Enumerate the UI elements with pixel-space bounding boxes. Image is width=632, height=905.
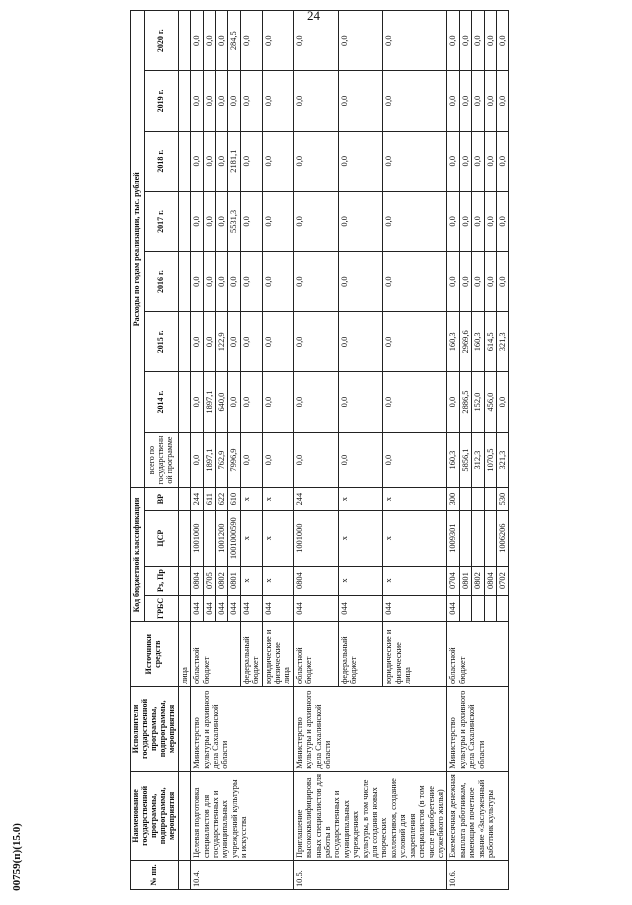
table-cell: 0,0 — [240, 252, 262, 312]
table-cell: 0,0 — [447, 191, 459, 251]
table-cell: 1001200 — [215, 510, 227, 566]
carry-source: лица — [178, 622, 190, 687]
table-cell: 0,0 — [496, 252, 508, 312]
table-cell: 0,0 — [262, 71, 293, 131]
table-row — [191, 11, 203, 890]
table-cell: 0,0 — [293, 11, 338, 71]
table-cell: 0,0 — [383, 252, 447, 312]
table-cell: 0,0 — [191, 131, 203, 191]
table-cell: 0,0 — [240, 312, 262, 372]
table-cell: 2181,1 — [228, 131, 240, 191]
table-cell: Приглашение высококвалифицированных специалистов для работы в государственных и муниципальных учреждениях культуры, в том числе для создания новых творческих коллективов, создание условий для закрепления специалистов (в том числе приобретение служебного жилья) — [293, 771, 447, 860]
table-cell: 044 — [240, 595, 262, 622]
table-cell: 0804 — [484, 566, 496, 595]
table-cell: 0,0 — [472, 131, 484, 191]
table-cell: 312,3 — [472, 432, 484, 488]
table-cell: Министерство культуры и архивного дела Сахалинской области — [447, 687, 509, 772]
table-cell: 0,0 — [262, 11, 293, 71]
table-cell: 0,0 — [215, 252, 227, 312]
col-2014: 2014 г. — [144, 372, 178, 432]
col-2016: 2016 г. — [144, 252, 178, 312]
col-2017: 2017 г. — [144, 191, 178, 251]
table-cell: 640,0 — [215, 372, 227, 432]
col-grbs: ГРБС — [144, 595, 178, 622]
table-cell: 0,0 — [496, 71, 508, 131]
table-cell: 614,5 — [484, 312, 496, 372]
table-cell: 10.4. — [191, 861, 294, 890]
table-cell: 122,9 — [215, 312, 227, 372]
table-cell: 044 — [447, 595, 459, 622]
table-cell: x — [338, 510, 383, 566]
table-cell: 0,0 — [203, 71, 215, 131]
table-cell: 321,3 — [496, 432, 508, 488]
item-10-6 — [447, 11, 509, 890]
table-cell: 610 — [228, 488, 240, 510]
col-2020: 2020 г. — [144, 11, 178, 71]
table-cell: 5856,1 — [459, 432, 471, 488]
table-cell: 044 — [191, 595, 203, 622]
table-cell: Целевая подготовка специалистов для государственных и муниципальных учреждений культуры и искусства — [191, 771, 294, 860]
table-cell: 2969,6 — [459, 312, 471, 372]
col-2019: 2019 г. — [144, 71, 178, 131]
table-cell: 0,0 — [240, 131, 262, 191]
table-cell: x — [240, 510, 262, 566]
table-cell: 2886,5 — [459, 372, 471, 432]
table-cell: 1897,1 — [203, 372, 215, 432]
table-cell: 0802 — [472, 566, 484, 595]
table-cell — [203, 510, 215, 566]
table-cell: 5531,3 — [228, 191, 240, 251]
table-cell: 1001000 — [191, 510, 203, 566]
table-cell: 0,0 — [447, 11, 459, 71]
table-cell: 0,0 — [472, 71, 484, 131]
table-cell: x — [262, 510, 293, 566]
table-cell — [472, 510, 484, 566]
table-cell: 0,0 — [459, 191, 471, 251]
table-cell — [484, 488, 496, 510]
table-cell: 0,0 — [383, 372, 447, 432]
table-cell — [459, 510, 471, 566]
table-cell: 0,0 — [484, 11, 496, 71]
table-row — [293, 11, 338, 890]
table-cell: 0,0 — [262, 191, 293, 251]
carry-over-row — [178, 11, 190, 890]
table-cell: 044 — [215, 595, 227, 622]
table-cell: 0,0 — [496, 131, 508, 191]
table-cell: 0,0 — [383, 11, 447, 71]
table-cell: 160,3 — [447, 432, 459, 488]
table-row — [447, 11, 459, 890]
col-csr: ЦСР — [144, 510, 178, 566]
table-cell: 0,0 — [293, 432, 338, 488]
table-cell: 0,0 — [338, 11, 383, 71]
table-cell: 7996,9 — [228, 432, 240, 488]
table-cell: 152,0 — [472, 372, 484, 432]
table-cell: 0,0 — [447, 131, 459, 191]
table-cell: 0804 — [293, 566, 338, 595]
table-cell: 0,0 — [228, 71, 240, 131]
document-code-text: 00759(п)(15.0) — [11, 823, 23, 891]
table-cell: 611 — [203, 488, 215, 510]
table-cell: 0,0 — [191, 432, 203, 488]
table-cell: 0,0 — [484, 131, 496, 191]
table-cell: 0,0 — [240, 372, 262, 432]
table-cell: 0,0 — [262, 372, 293, 432]
table-cell: 0,0 — [338, 71, 383, 131]
table-cell: 0,0 — [338, 432, 383, 488]
table-cell: x — [338, 566, 383, 595]
table-cell: 160,3 — [447, 312, 459, 372]
table-cell: 044 — [338, 595, 383, 622]
table-cell: 0,0 — [338, 131, 383, 191]
table-cell: 044 — [262, 595, 293, 622]
table-cell: областной бюджет — [447, 622, 509, 687]
table-cell: 0,0 — [383, 312, 447, 372]
table-cell: федеральный бюджет — [240, 622, 262, 687]
table-cell: 0,0 — [472, 252, 484, 312]
table-cell: 0,0 — [203, 252, 215, 312]
table-cell: 0,0 — [472, 11, 484, 71]
table-cell: 0,0 — [240, 432, 262, 488]
table-cell: 0,0 — [383, 432, 447, 488]
col-rzpr: Рз, Пр — [144, 566, 178, 595]
table-cell: 0,0 — [191, 312, 203, 372]
table-cell: 0,0 — [215, 191, 227, 251]
table-cell: Министерство культуры и архивного дела Сахалинской области — [293, 687, 447, 772]
table-cell — [459, 595, 471, 622]
table-cell: 10.5. — [293, 861, 447, 890]
col-sources: Источники средств — [131, 622, 179, 687]
table-cell: 0801 — [459, 566, 471, 595]
col-vr: ВР — [144, 488, 178, 510]
table-cell: x — [338, 488, 383, 510]
table-cell — [472, 488, 484, 510]
table-cell: 0,0 — [447, 372, 459, 432]
document-code — [6, 822, 28, 892]
table-cell: юридические и физические лица — [383, 622, 447, 687]
table-cell: 1006206 — [496, 510, 508, 566]
table-cell: 0,0 — [262, 252, 293, 312]
table-cell: 0,0 — [293, 252, 338, 312]
table-cell: 0801 — [228, 566, 240, 595]
table-cell: 1009301 — [447, 510, 459, 566]
table-cell: 1001000 — [293, 510, 338, 566]
table-cell: 0,0 — [191, 11, 203, 71]
table-cell: 0705 — [203, 566, 215, 595]
table-cell: 0,0 — [240, 11, 262, 71]
table-cell: 0,0 — [240, 71, 262, 131]
table-cell: 0,0 — [472, 191, 484, 251]
table-cell: 0,0 — [240, 191, 262, 251]
table-cell: 0,0 — [191, 71, 203, 131]
table-cell: 0,0 — [203, 191, 215, 251]
table-cell: 0,0 — [459, 252, 471, 312]
table-cell: 0,0 — [293, 71, 338, 131]
table-cell: 0,0 — [215, 11, 227, 71]
table-cell: 321,3 — [496, 312, 508, 372]
table-cell: 0,0 — [262, 432, 293, 488]
table-cell: 284,5 — [228, 11, 240, 71]
table-cell: x — [240, 488, 262, 510]
budget-table-rotated — [130, 10, 632, 890]
table-cell: 0,0 — [338, 191, 383, 251]
table-cell: 0,0 — [484, 191, 496, 251]
table-cell: 1070,5 — [484, 432, 496, 488]
table-cell: 0,0 — [293, 191, 338, 251]
table-cell: 0,0 — [484, 252, 496, 312]
table-cell: областной бюджет — [293, 622, 338, 687]
col-total: всего по государственной программе — [144, 432, 178, 488]
table-cell: x — [240, 566, 262, 595]
table-cell: x — [262, 488, 293, 510]
table-cell: 0802 — [215, 566, 227, 595]
budget-table — [130, 10, 509, 890]
table-cell: 244 — [293, 488, 338, 510]
table-cell: 0,0 — [293, 312, 338, 372]
table-cell: 044 — [293, 595, 338, 622]
table-cell: 0,0 — [447, 71, 459, 131]
table-cell: 0,0 — [203, 11, 215, 71]
table-cell: 044 — [203, 595, 215, 622]
table-cell: областной бюджет — [191, 622, 241, 687]
col-executors: Исполнители государственной программы, подпрограммы, мероприятия — [131, 687, 179, 772]
table-cell: 530 — [496, 488, 508, 510]
col-kbk: Код бюджетной классификации — [131, 488, 145, 622]
col-num: № пп. — [131, 861, 179, 890]
col-2015: 2015 г. — [144, 312, 178, 372]
col-expenses: Расходы по годам реализации, тыс. рублей — [131, 11, 145, 488]
table-cell: 10.6. — [447, 861, 509, 890]
table-cell: 0,0 — [383, 191, 447, 251]
table-cell: 0,0 — [338, 372, 383, 432]
table-cell: 0,0 — [459, 131, 471, 191]
table-cell: 300 — [447, 488, 459, 510]
table-cell: 0,0 — [496, 372, 508, 432]
table-cell: 0,0 — [338, 312, 383, 372]
table-cell — [496, 595, 508, 622]
table-cell — [459, 488, 471, 510]
table-cell: 456,0 — [484, 372, 496, 432]
table-cell: 044 — [383, 595, 447, 622]
table-cell: 0,0 — [383, 71, 447, 131]
table-cell: 044 — [228, 595, 240, 622]
table-cell: 0,0 — [459, 11, 471, 71]
item-10-4 — [191, 11, 294, 890]
table-cell: 0,0 — [338, 252, 383, 312]
table-cell: 0,0 — [496, 191, 508, 251]
table-cell: 0,0 — [459, 71, 471, 131]
table-cell: 0,0 — [203, 312, 215, 372]
table-cell: 1001000590 — [228, 510, 240, 566]
table-cell: 244 — [191, 488, 203, 510]
table-cell: 160,3 — [472, 312, 484, 372]
table-cell: 0,0 — [484, 71, 496, 131]
table-cell: 0,0 — [191, 252, 203, 312]
table-cell: x — [383, 510, 447, 566]
table-cell: юридические и физические лица — [262, 622, 293, 687]
table-cell: 0,0 — [293, 131, 338, 191]
table-cell: 0,0 — [496, 11, 508, 71]
table-cell: x — [383, 488, 447, 510]
table-cell: федеральный бюджет — [338, 622, 383, 687]
table-cell: x — [262, 566, 293, 595]
table-cell: 0,0 — [203, 131, 215, 191]
table-cell: Министерство культуры и архивного дела Сахалинской области — [191, 687, 294, 772]
table-cell: 0,0 — [228, 312, 240, 372]
table-cell: 0,0 — [191, 372, 203, 432]
table-cell — [472, 595, 484, 622]
table-cell: 0,0 — [262, 312, 293, 372]
table-cell: 0,0 — [228, 252, 240, 312]
table-cell: 1897,1 — [203, 432, 215, 488]
table-cell — [484, 595, 496, 622]
table-cell: 0,0 — [293, 372, 338, 432]
table-cell: 0,0 — [215, 71, 227, 131]
table-cell: x — [383, 566, 447, 595]
item-10-5 — [293, 11, 447, 890]
table-cell: 0702 — [496, 566, 508, 595]
table-cell: 0,0 — [262, 131, 293, 191]
table-cell: 762,9 — [215, 432, 227, 488]
table-cell: 0,0 — [191, 191, 203, 251]
table-cell: Ежемесячная денежная выплата работникам, имеющим почетное звание «Заслуженный работник культуры — [447, 771, 509, 860]
table-cell: 622 — [215, 488, 227, 510]
col-2018: 2018 г. — [144, 131, 178, 191]
table-cell — [484, 510, 496, 566]
col-name: Наименование государственной программы, подпрограммы, мероприятия — [131, 771, 179, 860]
table-cell: 0,0 — [215, 131, 227, 191]
table-cell: 0,0 — [447, 252, 459, 312]
table-cell: 0704 — [447, 566, 459, 595]
table-cell: 0804 — [191, 566, 203, 595]
table-cell: 0,0 — [228, 372, 240, 432]
page-number: 24 — [307, 8, 320, 23]
table-cell: 0,0 — [383, 131, 447, 191]
